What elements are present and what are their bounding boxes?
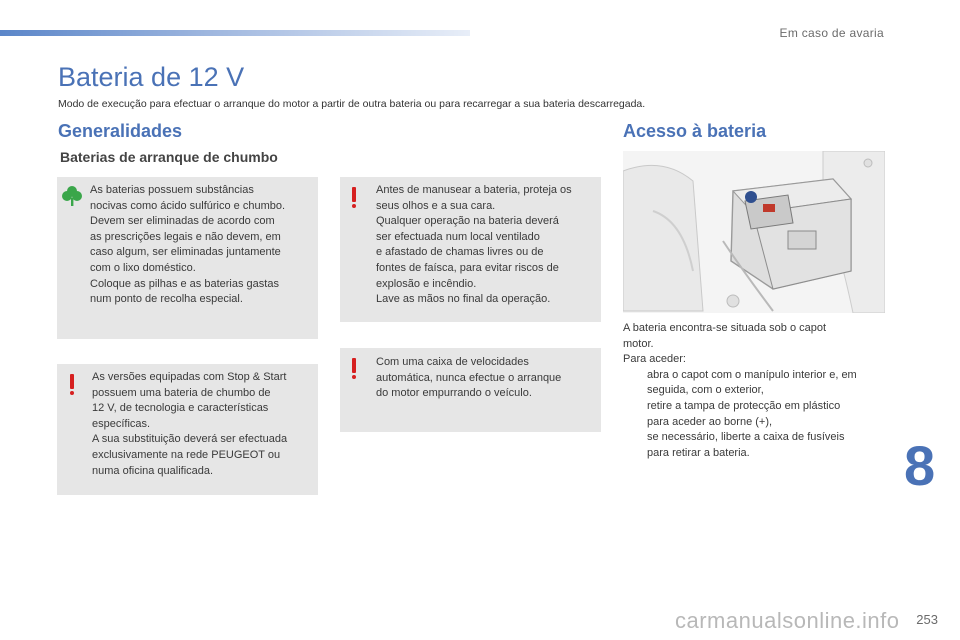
box-text-line: do motor empurrando o veículo. [376,387,532,400]
box-text-line: num ponto de recolha especial. [90,293,243,306]
box-text-line: específicas. [92,417,151,430]
warning-box-automatic [340,348,601,432]
text-line: A bateria encontra-se situada sob o capot [623,322,827,334]
box-text-line: As baterias possuem substâncias [90,184,254,196]
warning-icon [351,358,357,380]
box-text-line: possuem uma bateria de chumbo de [92,386,271,399]
box-text-line: caso algum, ser eliminadas juntamente [90,246,281,259]
warning-icon [69,374,75,396]
box-text-line: nocivas como ácido sulfúrico e chumbo. [90,199,286,212]
warning-box-handling [340,177,601,322]
list-item [623,368,857,399]
info-box-environment [57,177,318,339]
box-text-line: Coloque as pilhas e as baterias gastas [90,277,279,290]
subheading-lead-batteries: Baterias de arranque de chumbo [60,149,278,165]
warning-icon [351,187,357,209]
engine-bay-illustration [623,151,885,313]
box-text-line: explosão e incêndio. [376,277,477,290]
heading-battery-access: Acesso à bateria [623,121,767,141]
box-text-line: exclusivamente na rede PEUGEOT ou [92,448,281,461]
header-accent-bar [0,30,470,36]
box-text-line: Com uma caixa de velocidades [376,356,529,368]
page-title: Bateria de 12 V [58,62,245,92]
box-text-line: 12 V, de tecnologia e características [92,402,269,415]
text-line: motor. [623,337,654,350]
box-text-line: e afastado de chamas livres ou de [376,246,544,259]
page-number: 253 [916,612,938,627]
box-text-line: Antes de manusear a bateria, proteja os [376,184,572,196]
box-text-line: automática, nunca efectue o arranque [376,371,562,384]
box-text-line: as prescrições legais e não devem, em [90,230,281,243]
list-item [623,399,857,430]
section-title: Em caso de avaria [779,26,884,40]
box-text-line: seus olhos e a sua cara. [376,199,496,212]
heading-generalidades: Generalidades [58,121,183,141]
leaf-icon [62,185,82,207]
box-text-line: A sua substituição deverá ser efectuada [92,433,288,446]
text-line: seguida, com o exterior, [647,384,764,397]
box-text-line: Devem ser eliminadas de acordo com [90,215,275,228]
box-text-line: ser efectuada num local ventilado [376,230,540,243]
list-item [623,430,857,461]
text-line: Para aceder: [623,353,686,366]
warning-box-stop-start [57,364,318,495]
box-text-line: Qualquer operação na bateria deverá [376,215,559,228]
box-text-line: numa oficina qualificada. [92,464,214,477]
chapter-number: 8 [904,434,936,497]
text-line: para retirar a bateria. [647,446,750,459]
text-line: retire a tampa de protecção em plástico [647,399,841,412]
text-line: para aceder ao borne (+), [647,415,773,428]
box-text-line: As versões equipadas com Stop & Start [92,371,287,383]
watermark: carmanualsonline.info [675,608,900,633]
page-intro: Modo de execução para efectuar o arranque do motor a partir de outra bateria ou para recarregar a sua bateria descarregada. [58,98,646,110]
box-text-line: fontes de faísca, para evitar riscos de [376,261,559,274]
battery-access-text [623,321,857,461]
text-line: se necessário, liberte a caixa de fusíveis [647,431,845,444]
text-line: abra o capot com o manípulo interior e, em [647,368,857,381]
box-text-line: com o lixo doméstico. [90,261,196,274]
box-text-line: Lave as mãos no final da operação. [376,293,551,306]
